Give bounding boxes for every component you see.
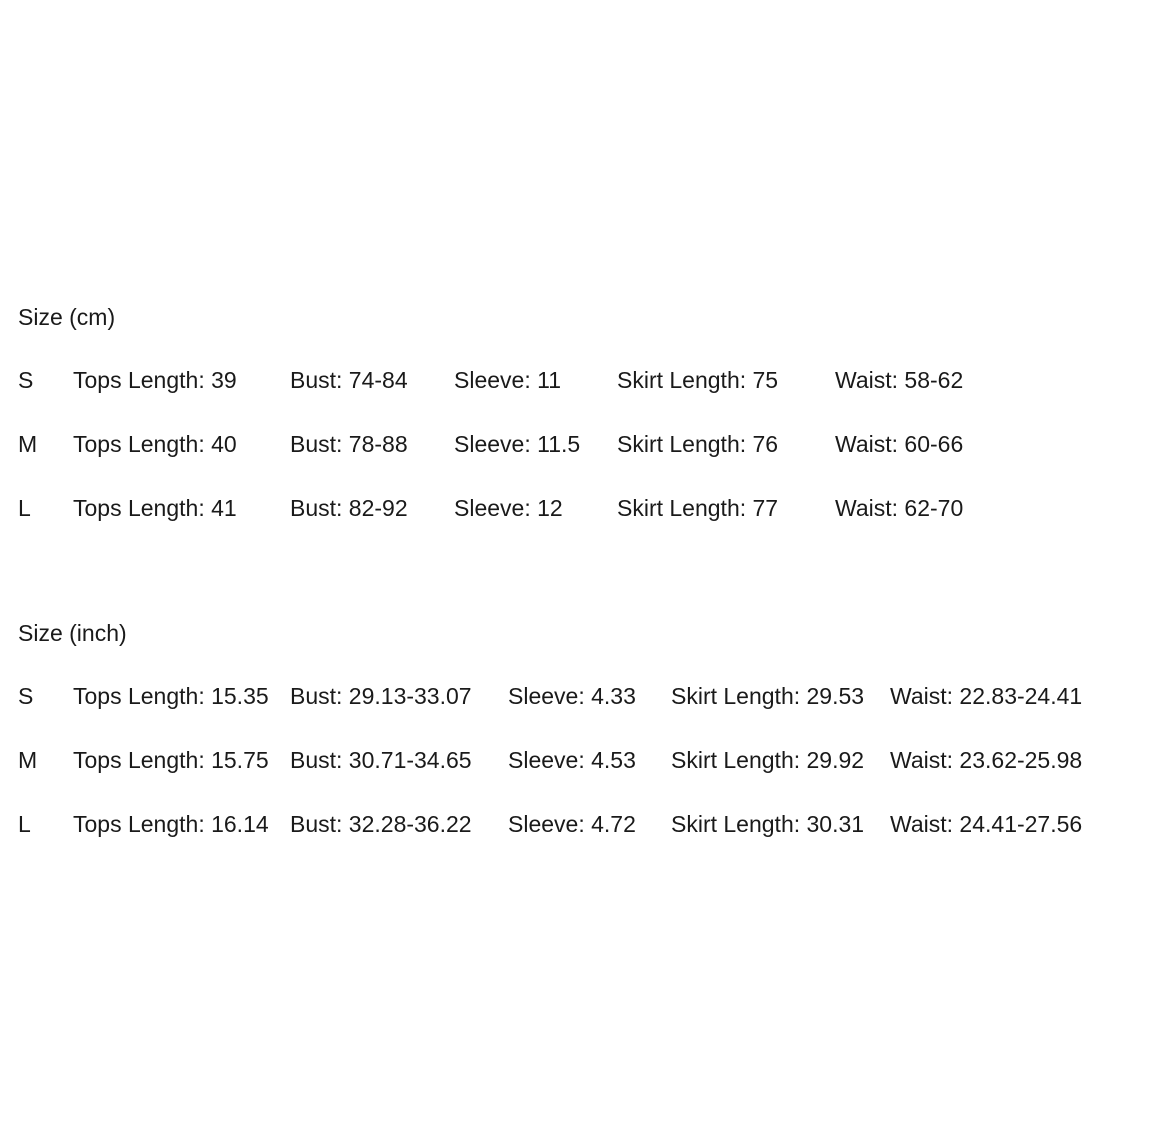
sleeve: Sleeve: 11 [454,367,561,393]
size-row-l-inch [18,809,1083,839]
size-label: L [18,495,31,521]
bust: Bust: 30.71-34.65 [290,747,472,773]
tops-length: Tops Length: 15.75 [73,747,269,773]
skirt-length: Skirt Length: 29.53 [671,683,865,709]
waist: Waist: 58-62 [835,367,964,393]
bust: Bust: 78-88 [290,431,408,457]
waist: Waist: 60-66 [835,431,964,457]
size-row-m-cm [18,429,964,459]
size-row-m-inch [18,745,1083,775]
size-chart-inch-heading: Size (inch) [18,620,127,646]
size-chart-inch [18,618,1083,839]
bust: Bust: 29.13-33.07 [290,683,472,709]
waist: Waist: 62-70 [835,495,964,521]
waist: Waist: 23.62-25.98 [890,747,1083,773]
size-label: S [18,683,34,709]
size-chart-cm [18,302,964,523]
sleeve: Sleeve: 4.33 [508,683,636,709]
tops-length: Tops Length: 39 [73,367,237,393]
sleeve: Sleeve: 4.53 [508,747,636,773]
tops-length: Tops Length: 41 [73,495,237,521]
skirt-length: Skirt Length: 75 [617,367,779,393]
size-row-l-cm [18,493,964,523]
skirt-length: Skirt Length: 29.92 [671,747,865,773]
bust: Bust: 82-92 [290,495,408,521]
size-row-s-inch [18,681,1083,711]
tops-length: Tops Length: 15.35 [73,683,269,709]
size-label: M [18,431,38,457]
skirt-length: Skirt Length: 76 [617,431,779,457]
waist: Waist: 22.83-24.41 [890,683,1083,709]
skirt-length: Skirt Length: 30.31 [671,811,865,837]
size-row-s-cm [18,365,964,395]
skirt-length: Skirt Length: 77 [617,495,779,521]
waist: Waist: 24.41-27.56 [890,811,1083,837]
sleeve: Sleeve: 12 [454,495,563,521]
bust: Bust: 74-84 [290,367,408,393]
sleeve: Sleeve: 11.5 [454,431,581,457]
size-label: M [18,747,38,773]
tops-length: Tops Length: 40 [73,431,237,457]
bust: Bust: 32.28-36.22 [290,811,472,837]
sleeve: Sleeve: 4.72 [508,811,636,837]
tops-length: Tops Length: 16.14 [73,811,269,837]
size-chart-cm-heading: Size (cm) [18,304,116,330]
size-label: S [18,367,34,393]
size-label: L [18,811,31,837]
